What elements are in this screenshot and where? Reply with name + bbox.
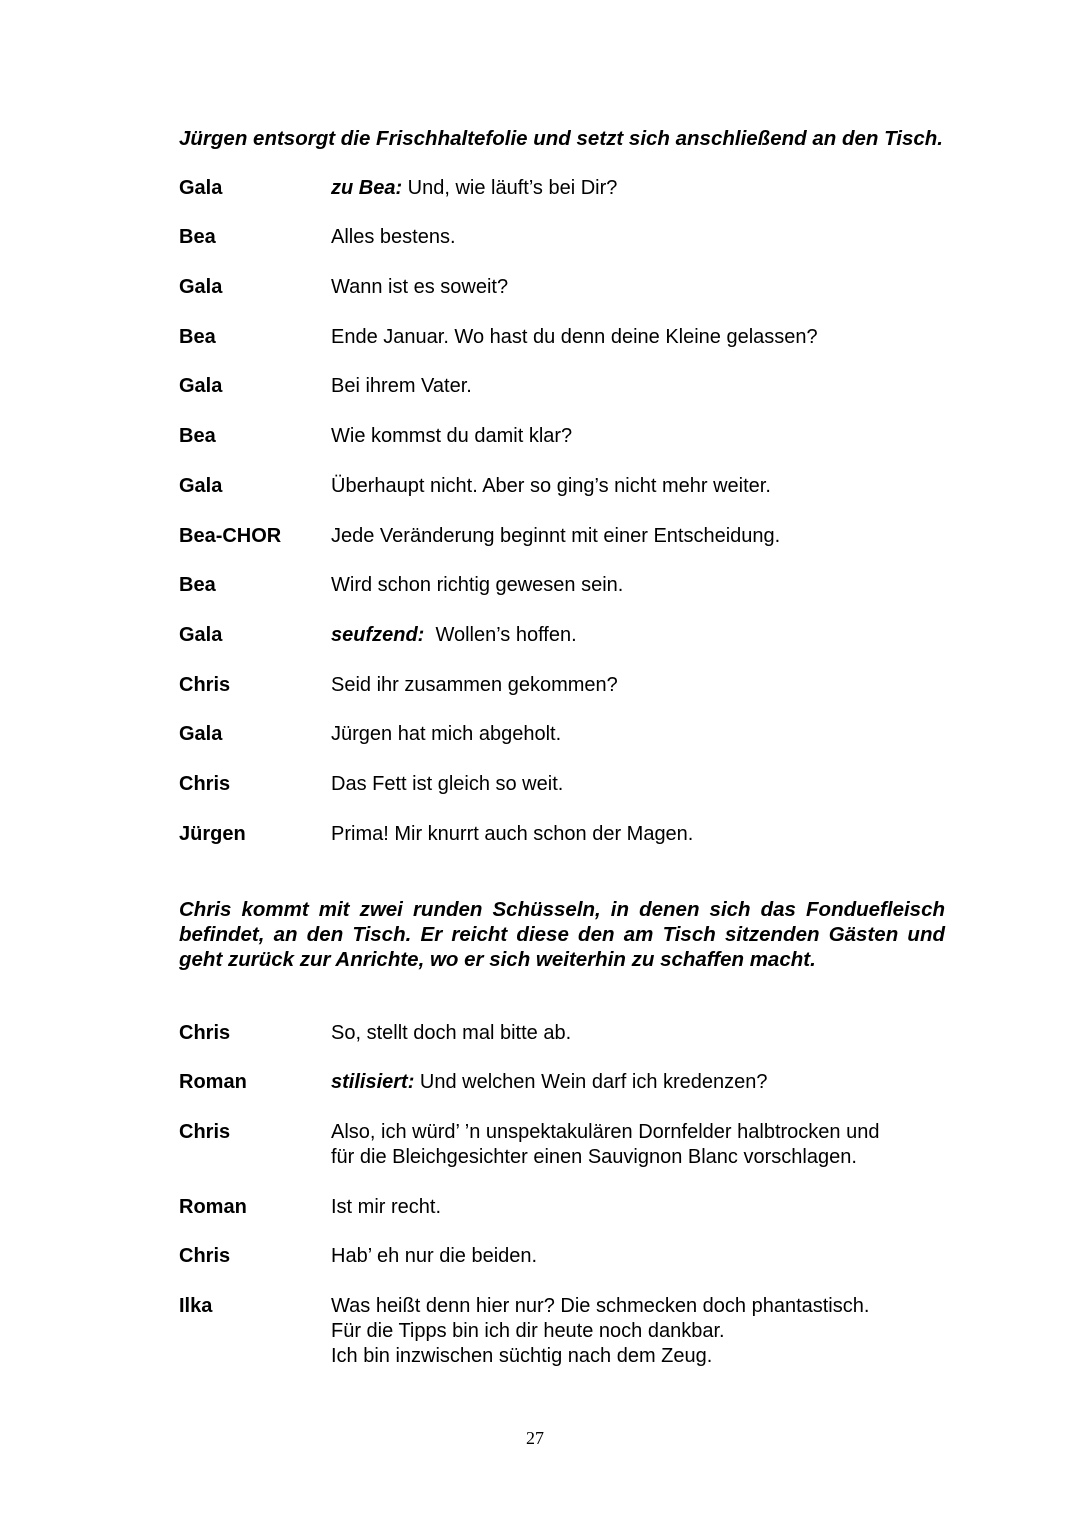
dialogue-text	[331, 1294, 945, 1369]
dialogue-line	[179, 722, 945, 747]
dialogue-text-content: Alles bestens.	[331, 226, 456, 249]
dialogue-text	[331, 722, 945, 747]
speaker-name: Jürgen	[179, 822, 246, 845]
dialogue-line	[179, 374, 945, 399]
dialogue-text-line	[331, 1319, 945, 1344]
dialogue-text-line	[331, 1021, 945, 1046]
dialogue-line	[179, 1120, 945, 1170]
dialogue-text-content: Und, wie läuft’s bei Dir?	[402, 176, 618, 199]
dialogue-text	[331, 474, 945, 499]
dialogue-text-line	[331, 1294, 945, 1319]
dialogue-line	[179, 275, 945, 300]
dialogue-block	[179, 176, 945, 847]
dialogue-line	[179, 474, 945, 499]
speaker-name: Roman	[179, 1195, 247, 1218]
dialogue-text-line	[331, 1070, 945, 1095]
dialogue-line	[179, 1244, 945, 1269]
dialogue-text	[331, 1120, 945, 1170]
dialogue-text	[331, 573, 945, 598]
dialogue-text-line	[331, 1145, 945, 1170]
dialogue-line	[179, 1294, 945, 1369]
speaker-name: Gala	[179, 176, 223, 199]
acting-direction: zu Bea:	[331, 176, 403, 199]
dialogue-text	[331, 524, 945, 549]
dialogue-text-content: Wird schon richtig gewesen sein.	[331, 574, 624, 597]
dialogue-line	[179, 1021, 945, 1046]
dialogue-line	[179, 1070, 945, 1095]
dialogue-text	[331, 325, 945, 350]
dialogue-text-content: So, stellt doch mal bitte ab.	[331, 1021, 572, 1044]
speaker-name: Chris	[179, 1121, 231, 1143]
dialogue-text-content: Hab’ eh nur die beiden.	[331, 1245, 538, 1268]
stage-direction: Jürgen entsorgt die Frischhaltefolie und setzt sich anschließend an den Tisch.	[179, 127, 943, 150]
dialogue-text-content: für die Bleichgesichter einen Sauvignon Blanc vorschlagen.	[331, 1146, 857, 1168]
dialogue-line	[179, 822, 945, 847]
speaker-name: Gala	[179, 375, 223, 398]
dialogue-text-content: Wollen’s hoffen.	[424, 623, 577, 646]
speaker-name: Ilka	[179, 1295, 213, 1318]
dialogue-text-content: Seid ihr zusammen gekommen?	[331, 673, 618, 696]
dialogue-text	[331, 1244, 945, 1269]
speaker-name: Gala	[179, 276, 223, 299]
dialogue-text-line	[331, 1195, 945, 1220]
dialogue-line	[179, 225, 945, 250]
dialogue-text-content: Wie kommst du damit klar?	[331, 425, 573, 448]
speaker-name: Bea	[179, 325, 216, 348]
acting-direction: seufzend:	[331, 623, 425, 646]
dialogue-text	[331, 1070, 945, 1095]
speaker-name: Bea	[179, 425, 216, 448]
acting-direction: stilisiert:	[331, 1071, 415, 1094]
speaker-name: Gala	[179, 623, 223, 646]
stage-direction: Chris kommt mit zwei runden Schüsseln, in denen sich das Fonduefleisch befindet, an den Tisch. Er reicht diese den am Tisch sitzenden Gästen und geht zurück zur Anrichte, wo er sich weiterhin zu schaffen macht.	[179, 897, 945, 971]
dialogue-text-content: Ich bin inzwischen süchtig nach dem Zeug.	[331, 1345, 713, 1368]
dialogue-line	[179, 772, 945, 797]
dialogue-text-content: Für die Tipps bin ich dir heute noch dankbar.	[331, 1320, 725, 1343]
dialogue-text-content: Das Fett ist gleich so weit.	[331, 772, 564, 795]
script-page	[179, 126, 945, 1369]
dialogue-line	[179, 524, 945, 549]
speaker-name: Chris	[179, 673, 231, 696]
speaker-name: Chris	[179, 1245, 231, 1268]
dialogue-text	[331, 374, 945, 399]
dialogue-text-content: Wann ist es soweit?	[331, 276, 509, 299]
dialogue-block	[179, 1021, 945, 1369]
dialogue-text-content: Und welchen Wein darf ich kredenzen?	[414, 1071, 768, 1094]
dialogue-text-content: Jürgen hat mich abgeholt.	[331, 723, 562, 746]
speaker-name: Bea	[179, 574, 216, 597]
dialogue-text-line	[331, 1244, 945, 1269]
dialogue-line	[179, 623, 945, 648]
dialogue-text-line	[331, 1120, 945, 1145]
speaker-name: Chris	[179, 1021, 231, 1044]
speaker-name: Gala	[179, 723, 223, 746]
dialogue-text-line	[331, 1344, 945, 1369]
dialogue-line	[179, 573, 945, 598]
dialogue-line	[179, 325, 945, 350]
dialogue-text-content: Überhaupt nicht. Aber so ging’s nicht mehr weiter.	[331, 474, 771, 497]
dialogue-text	[331, 1021, 945, 1046]
dialogue-text	[331, 275, 945, 300]
dialogue-line	[179, 176, 945, 201]
speaker-name: Chris	[179, 772, 231, 795]
dialogue-text	[331, 772, 945, 797]
dialogue-text	[331, 1195, 945, 1220]
dialogue-text	[331, 673, 945, 698]
dialogue-text	[331, 822, 945, 847]
dialogue-text-content: Ist mir recht.	[331, 1195, 442, 1218]
dialogue-text	[331, 225, 945, 250]
page-number: 27	[526, 1428, 544, 1448]
dialogue-line	[179, 424, 945, 449]
dialogue-text	[331, 424, 945, 449]
dialogue-text-content: Prima! Mir knurrt auch schon der Magen.	[331, 822, 694, 845]
dialogue-text-content: Also, ich würd’ ’n unspektakulären Dornfelder halbtrocken und	[331, 1121, 880, 1143]
dialogue-text-content: Jede Veränderung beginnt mit einer Entscheidung.	[331, 524, 781, 547]
dialogue-text-content: Ende Januar. Wo hast du denn deine Kleine gelassen?	[331, 325, 818, 348]
speaker-name: Roman	[179, 1071, 247, 1094]
speaker-name: Bea	[179, 226, 216, 249]
speaker-name: Bea-CHOR	[179, 524, 282, 547]
speaker-name: Gala	[179, 474, 223, 497]
dialogue-line	[179, 1195, 945, 1220]
dialogue-text	[331, 623, 945, 648]
dialogue-text-content: Was heißt denn hier nur? Die schmecken doch phantastisch.	[331, 1295, 870, 1318]
dialogue-line	[179, 673, 945, 698]
dialogue-text	[331, 176, 945, 201]
dialogue-text-content: Bei ihrem Vater.	[331, 375, 472, 398]
